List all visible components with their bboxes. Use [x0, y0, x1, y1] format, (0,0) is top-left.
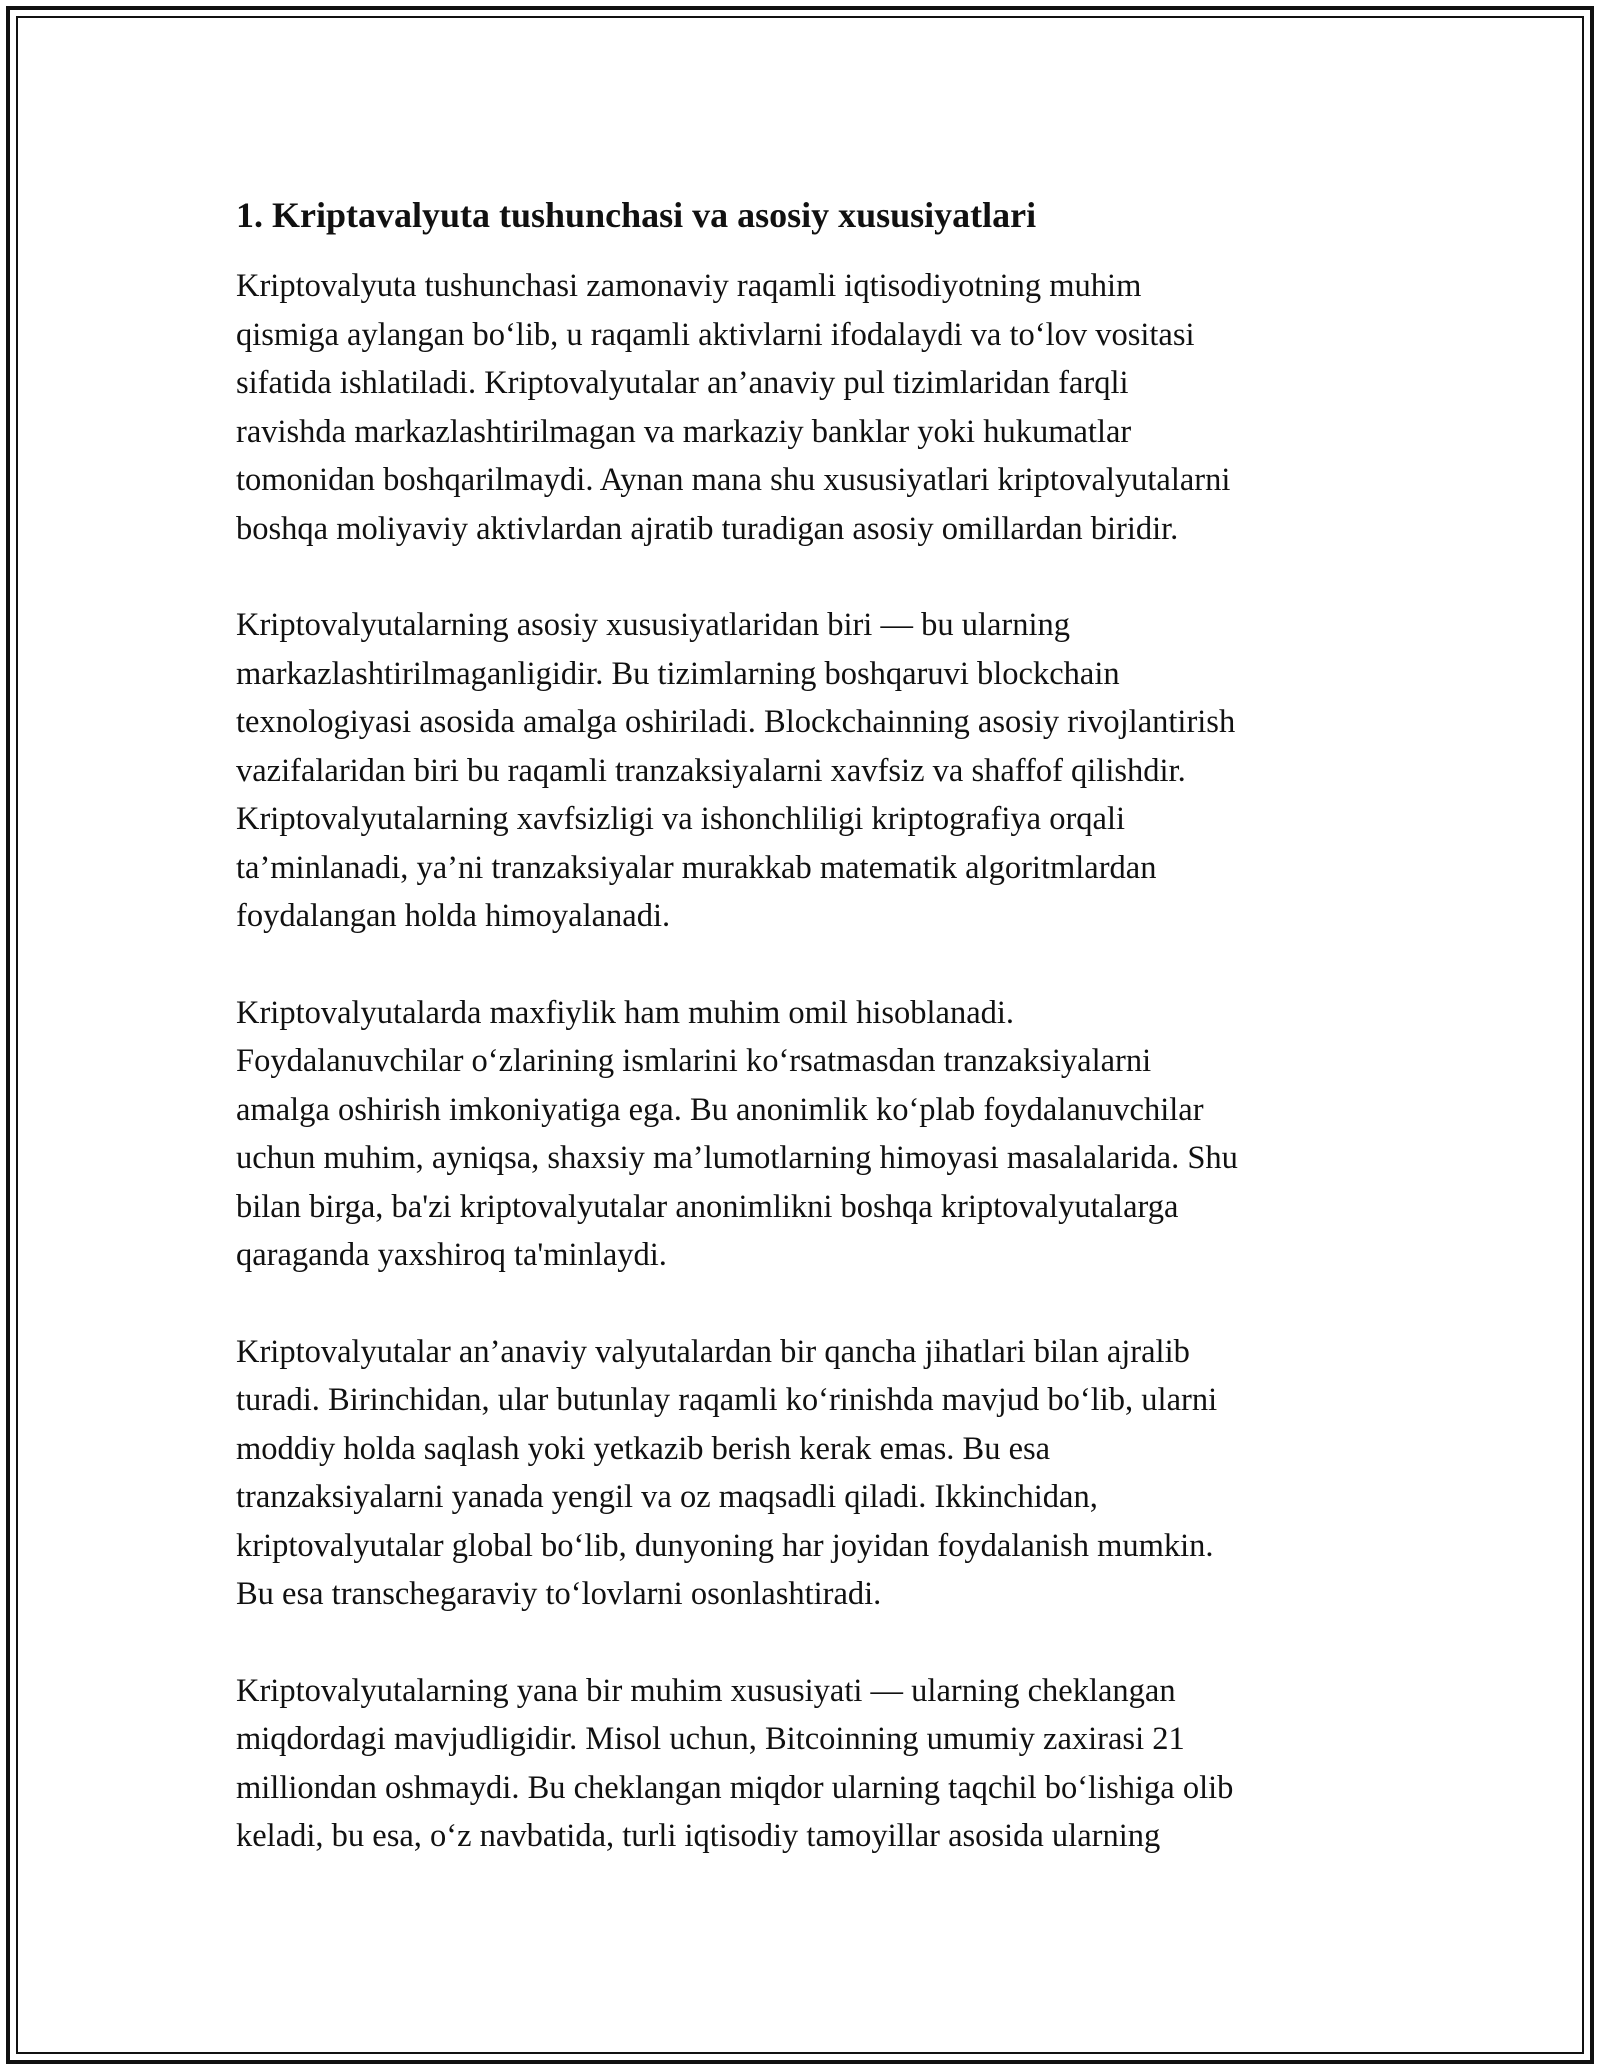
paragraph-line: Kriptovalyutalarning asosiy xususiyatlaridan biri — bu ularning: [236, 607, 1071, 643]
section-heading: 1. Kriptavalyuta tushunchasi va asosiy xususiyatlari: [236, 195, 1037, 235]
paragraph: [236, 1667, 1376, 1861]
paragraph-line: miqdordagi mavjudligidir. Misol uchun, Bitcoinning umumiy zaxirasi 21: [236, 1721, 1185, 1757]
paragraph-line: Kriptovalyutalar an’anaviy valyutalardan bir qancha jihatlari bilan ajralib: [236, 1333, 1190, 1370]
paragraph-line: texnologiyasi asosida amalga oshiriladi. Blockchainning asosiy rivojlantirish: [236, 704, 1236, 740]
paragraph: [236, 1328, 1376, 1619]
paragraph-line: Kriptovalyutalarda maxfiylik ham muhim omil hisoblanadi.: [236, 994, 1015, 1031]
paragraph-line: keladi, bu esa, o‘z navbatida, turli iqtisodiy tamoyillar asosida ularning: [236, 1818, 1161, 1854]
paragraph-line: Kriptovalyuta tushunchasi zamonaviy raqamli iqtisodiyotning muhim: [236, 268, 1142, 304]
paragraph: [236, 989, 1376, 1280]
paragraph-line: qismiga aylangan bo‘lib, u raqamli aktivlarni ifodalaydi va to‘lov vositasi: [236, 316, 1195, 353]
paragraph-line: markazlashtirilmaganligidir. Bu tizimlarning boshqaruvi blockchain: [236, 655, 1120, 692]
paragraph-line: Foydalanuvchilar o‘zlarining ismlarini ko‘rsatmasdan tranzaksiyalarni: [236, 1043, 1152, 1079]
paragraph-line: sifatida ishlatiladi. Kriptovalyutalar an’anaviy pul tizimlaridan farqli: [236, 365, 1129, 401]
paragraph-line: uchun muhim, ayniqsa, shaxsiy ma’lumotlarning himoyasi masalalarida. Shu: [236, 1140, 1238, 1176]
document-body: [236, 190, 1376, 1909]
paragraph-line: Kriptovalyutalarning yana bir muhim xususiyati — ularning cheklangan: [236, 1672, 1176, 1709]
paragraph-line: boshqa moliyaviy aktivlardan ajratib turadigan asosiy omillardan biridir.: [236, 510, 1179, 547]
paragraph-line: milliondan oshmaydi. Bu cheklangan miqdor ularning taqchil bo‘lishiga olib: [236, 1769, 1234, 1806]
paragraph-line: moddiy holda saqlash yoki yetkazib berish kerak emas. Bu esa: [236, 1430, 1051, 1467]
paragraph-line: bilan birga, ba'zi kriptovalyutalar anonimlikni boshqa kriptovalyutalarga: [236, 1188, 1179, 1225]
paragraph-list: [236, 262, 1376, 1861]
paragraph: [236, 262, 1376, 553]
paragraph-line: tomonidan boshqarilmaydi. Aynan mana shu xususiyatlari kriptovalyutalarni: [236, 462, 1231, 498]
paragraph-line: tranzaksiyalarni yanada yengil va oz maqsadli qiladi. Ikkinchidan,: [236, 1479, 1098, 1515]
paragraph-line: Bu esa transchegaraviy to‘lovlarni osonlashtiradi.: [236, 1576, 882, 1612]
paragraph-line: foydalangan holda himoyalanadi.: [236, 898, 671, 934]
paragraph-line: vazifalaridan biri bu raqamli tranzaksiyalarni xavfsiz va shaffof qilishdir.: [236, 752, 1186, 789]
paragraph-line: ravishda markazlashtirilmagan va markaziy banklar yoki hukumatlar: [236, 413, 1132, 450]
paragraph: [236, 601, 1376, 941]
paragraph-line: ta’minlanadi, ya’ni tranzaksiyalar murakkab matematik algoritmlardan: [236, 849, 1157, 886]
paragraph-line: Kriptovalyutalarning xavfsizligi va ishonchliligi kriptografiya orqali: [236, 801, 1126, 837]
paragraph-line: qaraganda yaxshiroq ta'minlaydi.: [236, 1237, 667, 1273]
paragraph-line: amalga oshirish imkoniyatiga ega. Bu anonimlik ko‘plab foydalanuvchilar: [236, 1091, 1204, 1128]
paragraph-line: turadi. Birinchidan, ular butunlay raqamli ko‘rinishda mavjud bo‘lib, ularni: [236, 1382, 1218, 1418]
paragraph-line: kriptovalyutalar global bo‘lib, dunyoning har joyidan foydalanish mumkin.: [236, 1527, 1214, 1564]
